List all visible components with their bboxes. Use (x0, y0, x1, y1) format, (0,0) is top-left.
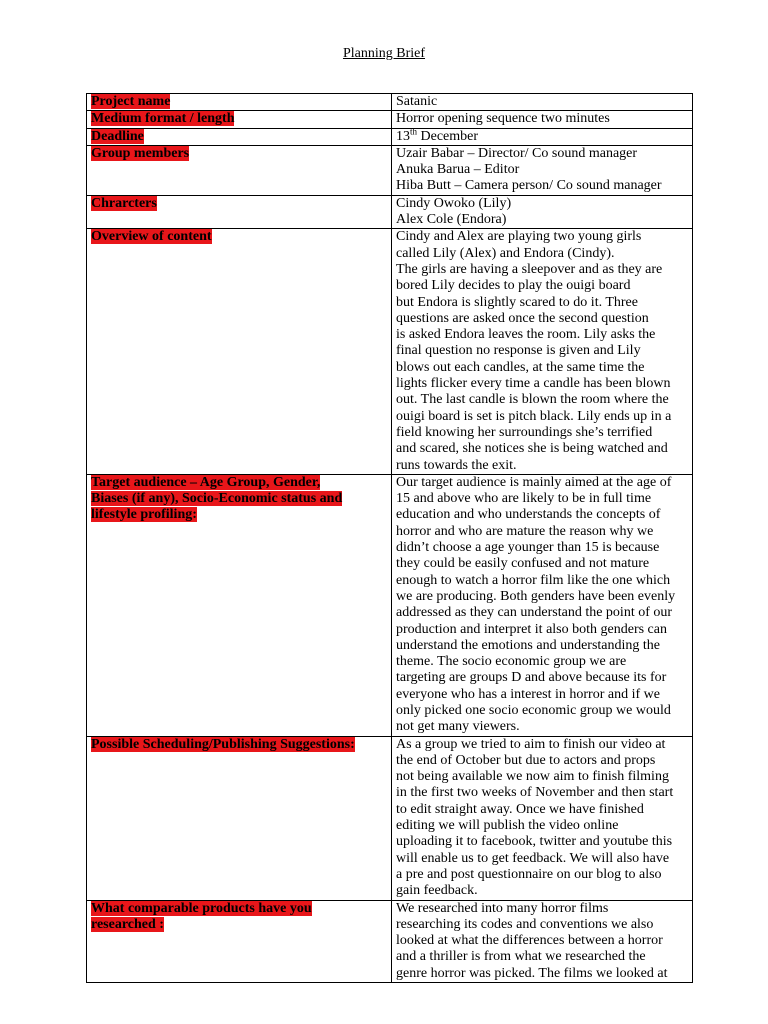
brief-row (87, 128, 693, 145)
field-value-cell (392, 111, 693, 128)
field-value-line: Horror opening sequence two minutes (396, 111, 610, 127)
field-label: Project name (91, 94, 171, 109)
field-value-line: lights flicker every time a candle has been blown (396, 376, 671, 392)
field-value-line: to edit straight away. Once we have finished (396, 801, 644, 817)
field-label: Overview of content (91, 229, 212, 245)
field-value-line: As a group we tried to aim to finish our video at (396, 736, 666, 752)
field-value-cell (392, 736, 693, 900)
field-label: Biases (if any), Socio-Economic status and (91, 491, 343, 507)
field-value-line: they could be easily confused and not mature (396, 556, 650, 572)
field-value-line: We researched into many horror films (396, 900, 609, 916)
field-value-line: out. The last candle is blown the room where the (396, 392, 669, 408)
field-label-cell (87, 145, 392, 195)
field-value-line: horror and who are mature the reason why we (396, 523, 654, 539)
field-value-line: everyone who has a interest in horror and if we (396, 686, 660, 702)
field-label-cell (87, 736, 392, 900)
field-value-line: production and interpret it also both genders can (396, 621, 667, 637)
field-label-cell (87, 229, 392, 474)
field-value-line: addressed as they can understand the point of our (396, 605, 673, 621)
field-value-line: Alex Cole (Endora) (396, 212, 507, 228)
field-value-line: we are producing. Both genders have been evenly (396, 588, 676, 604)
field-label: What comparable products have you (91, 900, 312, 916)
field-value-line: gain feedback. (396, 883, 478, 899)
brief-row (87, 229, 693, 474)
field-value-line: but Endora is slightly scared to do it. Three (396, 294, 638, 310)
field-label: Group members (91, 145, 190, 161)
field-value-line: education and who understands the concepts of (396, 507, 661, 523)
brief-row (87, 145, 693, 195)
field-value-line: genre horror was picked. The films we looked at (396, 965, 668, 981)
field-value-line: The girls are having a sleepover and as they are (396, 261, 663, 277)
field-label-cell (87, 900, 392, 982)
deadline-day: 13 (396, 128, 410, 144)
field-value-line: final question no response is given and Lily (396, 343, 641, 359)
planning-brief-table (86, 93, 693, 983)
field-value-line: Anuka Barua – Editor (396, 162, 520, 178)
field-value-cell (392, 229, 693, 474)
field-value-line: and a thriller is from what we researched the (396, 949, 646, 965)
field-value-line: and scared, she notices she is being watched and (396, 441, 668, 457)
field-value-line: targeting are groups D and above because its for (396, 670, 667, 686)
field-value-line: looked at what the differences between a horror (396, 933, 663, 949)
field-label: Possible Scheduling/Publishing Suggestions: (91, 736, 355, 752)
field-value-line: Uzair Babar – Director/ Co sound manager (396, 145, 638, 161)
field-value-line: runs towards the exit. (396, 457, 517, 473)
field-label-cell (87, 474, 392, 736)
field-label-cell (87, 94, 392, 111)
field-label: lifestyle profiling: (91, 507, 197, 523)
field-value-cell (392, 900, 693, 982)
field-value-line: field knowing her surroundings she’s terrified (396, 424, 653, 440)
field-label: researched : (91, 916, 164, 932)
field-value-line: Cindy and Alex are playing two young girls (396, 229, 642, 245)
field-value-line: in the first two weeks of November and then start (396, 785, 674, 801)
field-value-cell (392, 125, 693, 145)
field-label-cell (87, 111, 392, 128)
field-value-line: 15 and above who are likely to be in full time (396, 491, 652, 507)
deadline-value (396, 125, 688, 145)
field-label: Deadline (91, 128, 144, 144)
field-value-line: editing we will publish the video online (396, 818, 619, 834)
brief-row (87, 94, 693, 111)
page-title: Planning Brief (342, 46, 426, 61)
field-value-line: the end of October but due to actors and props (396, 752, 656, 768)
deadline-ordinal: th (410, 125, 418, 136)
field-value-line: bored Lily decides to play the ouigi board (396, 278, 631, 294)
field-value-cell (392, 94, 693, 111)
field-value-line: a pre and post questionnaire on our blog to also (396, 866, 662, 882)
field-value-line: blows out each candles, at the same time the (396, 359, 645, 375)
field-label-cell (87, 195, 392, 229)
field-value-line: Our target audience is mainly aimed at the age of (396, 474, 672, 490)
field-value-line: questions are asked once the second question (396, 310, 649, 326)
field-value-line: enough to watch a horror film like the one which (396, 572, 671, 588)
field-value-line: not get many viewers. (396, 719, 520, 735)
field-value-line: ouigi board is set is pitch black. Lily ends up in a (396, 408, 672, 424)
field-label: Target audience – Age Group, Gender, (91, 474, 321, 490)
field-value-line: researching its codes and conventions we also (396, 916, 654, 932)
field-label: Chrarcters (91, 195, 157, 211)
field-value-line: Satanic (396, 94, 438, 109)
field-label-cell (87, 128, 392, 145)
field-value-line: Cindy Owoko (Lily) (396, 195, 512, 211)
brief-row (87, 195, 693, 229)
field-value-line: will enable us to get feedback. We will also have (396, 850, 670, 866)
field-value-line: called Lily (Alex) and Endora (Cindy). (396, 245, 615, 261)
field-label: Medium format / length (91, 111, 235, 127)
field-value-line: Hiba Butt – Camera person/ Co sound manager (396, 178, 662, 194)
field-value-line: is asked Endora leaves the room. Lily asks the (396, 327, 656, 343)
field-value-line: uploading it to facebook, twitter and youtube this (396, 834, 673, 850)
brief-row (87, 111, 693, 128)
field-value-line: understand the emotions and understanding the (396, 637, 660, 653)
deadline-month: December (417, 128, 479, 144)
brief-row (87, 736, 693, 900)
field-value-line: theme. The socio economic group we are (396, 654, 627, 670)
brief-row (87, 900, 693, 982)
brief-row (87, 474, 693, 736)
field-value-cell (392, 474, 693, 736)
field-value-line: only picked one socio economic group we would (396, 702, 671, 718)
field-value-cell (392, 195, 693, 229)
field-value-line: didn’t choose a age younger than 15 is because (396, 540, 660, 556)
field-value-line: not being available we now aim to finish filming (396, 769, 669, 785)
field-value-cell (392, 145, 693, 195)
